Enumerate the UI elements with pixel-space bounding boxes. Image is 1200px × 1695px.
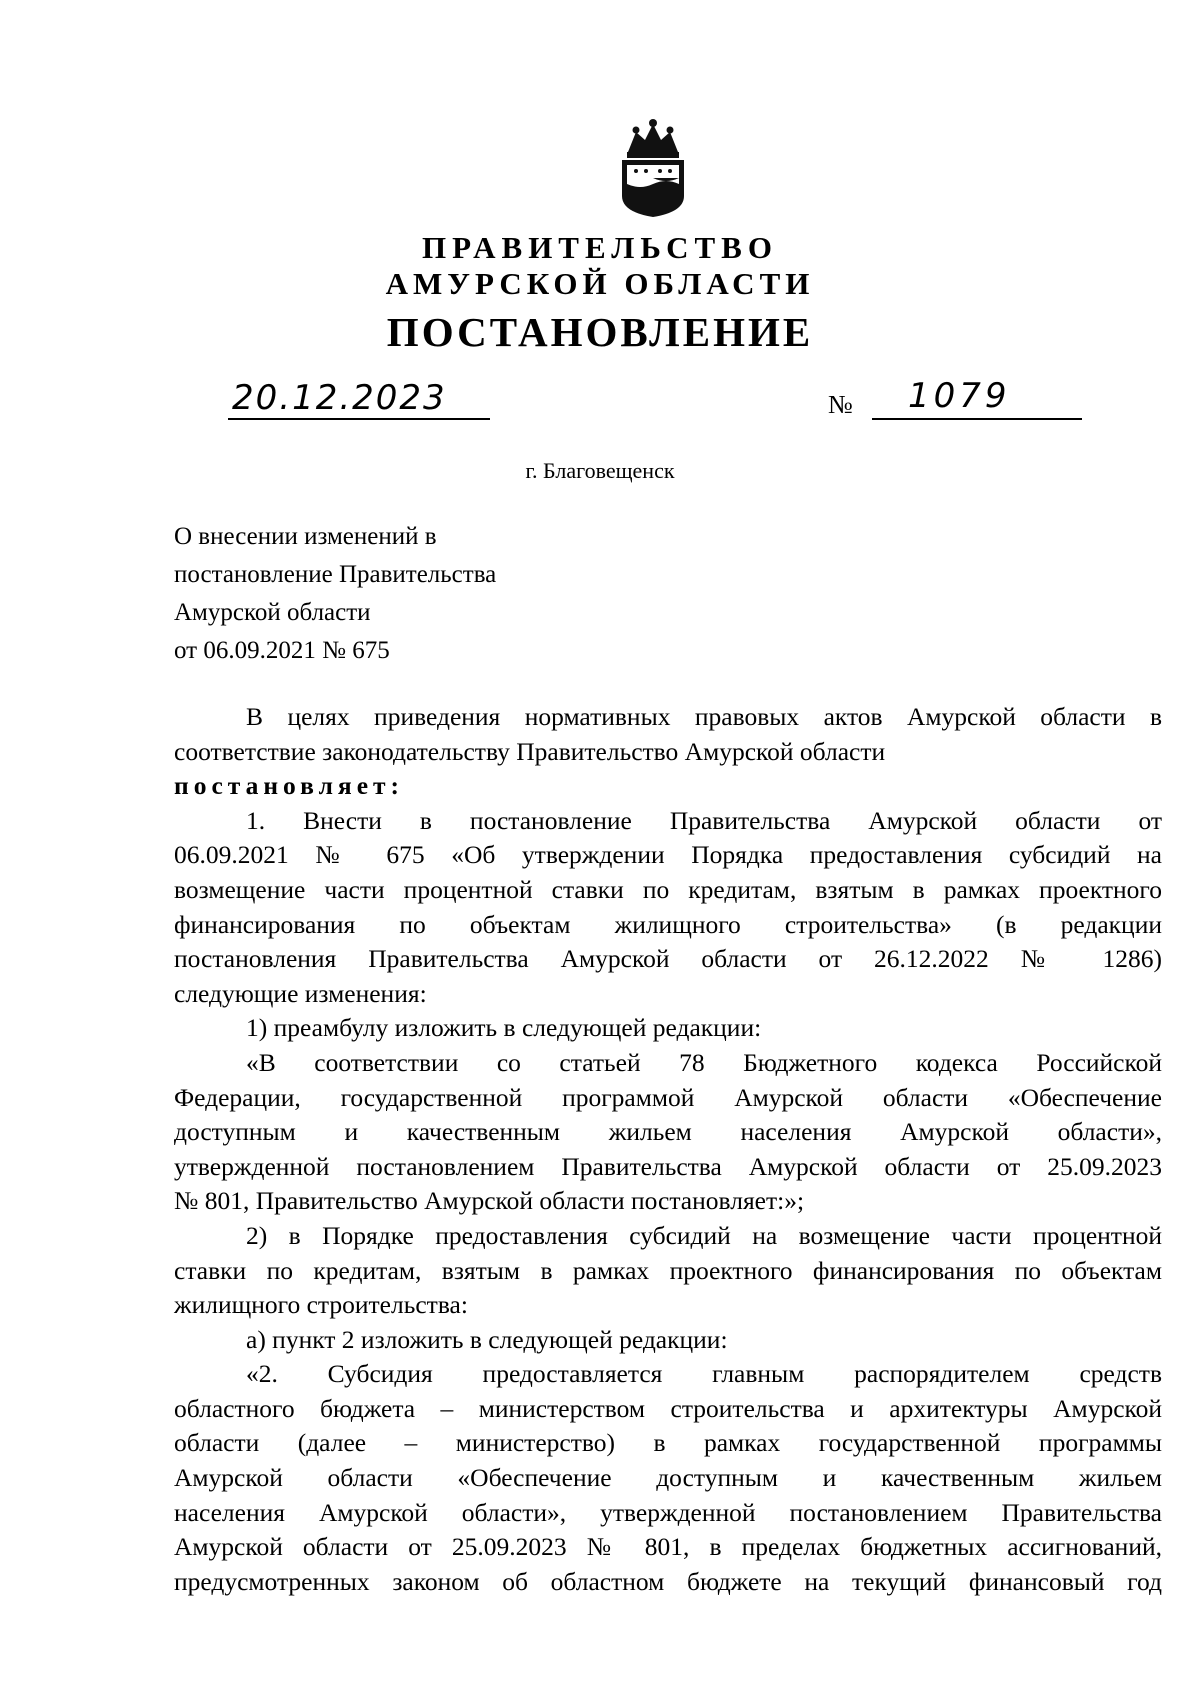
item1-line: 1. Внести в постановление Правительства Амурской области от	[246, 805, 1162, 835]
sub2-line: жилищного строительства:	[174, 1290, 468, 1320]
city: г. Благовещенск	[525, 458, 675, 483]
item1-line: финансирования по объектам жилищного строительства» (в редакции	[174, 909, 1162, 939]
sub1-line: 1) преамбулу изложить в следующей редакции:	[246, 1013, 762, 1043]
document-number: 1079	[908, 376, 1011, 416]
quote2-line: областного бюджета – министерством строительства и архитектуры Амурской	[174, 1393, 1162, 1423]
quote2-line: Амурской области «Обеспечение доступным и качественным жильем	[174, 1463, 1162, 1493]
quote2-line: области (далее – министерство) в рамках государственной программы	[174, 1428, 1162, 1458]
document-body	[174, 700, 1162, 1599]
preamble-line: соответствие законодательству Правительство Амурской области	[174, 736, 886, 766]
quote1-line: «В соответствии со статьей 78 Бюджетного кодекса Российской	[246, 1047, 1162, 1077]
subject-line: постановление Правительства	[174, 561, 497, 588]
number-label: №	[828, 390, 853, 419]
item1-line: 06.09.2021 № 675 «Об утверждении Порядка предоставления субсидий на	[174, 840, 1162, 870]
subject-line: О внесении изменений в	[174, 523, 437, 550]
sub2-line: ставки по кредитам, взятым в рамках проектного финансирования по объектам	[174, 1255, 1162, 1285]
quote2-line: Амурской области от 25.09.2023 № 801, в пределах бюджетных ассигнований,	[174, 1532, 1162, 1562]
org-name-line1: ПРАВИТЕЛЬСТВО	[422, 230, 778, 265]
document-subject	[174, 518, 496, 670]
item1-line: следующие изменения:	[174, 978, 427, 1008]
quote2-line: предусмотренных законом об областном бюджете на текущий финансовый год	[174, 1566, 1162, 1596]
document-date: 20.12.2023	[232, 378, 447, 418]
subject-line: Амурской области	[174, 599, 371, 626]
item1-line: постановления Правительства Амурской области от 26.12.2022 № 1286)	[174, 944, 1162, 974]
number-underline	[872, 418, 1082, 420]
date-underline	[228, 418, 490, 420]
sub2-line: 2) в Порядке предоставления субсидий на возмещение части процентной	[246, 1220, 1162, 1250]
document-type: ПОСТАНОВЛЕНИЕ	[386, 309, 814, 355]
quote1-line: Федерации, государственной программой Амурской области «Обеспечение	[174, 1082, 1162, 1112]
quote1-line: утвержденной постановлением Правительства Амурской области от 25.09.2023	[174, 1151, 1162, 1181]
quote1-line: № 801, Правительство Амурской области постановляет:»;	[174, 1186, 805, 1216]
org-name-line2: АМУРСКОЙ ОБЛАСТИ	[385, 266, 815, 301]
sub2a-line: а) пункт 2 изложить в следующей редакции:	[246, 1324, 728, 1354]
quote1-line: доступным и качественным жильем населения Амурской области»,	[174, 1117, 1162, 1147]
quote2-line: «2. Субсидия предоставляется главным распорядителем средств	[246, 1359, 1162, 1389]
item1-line: возмещение части процентной ставки по кредитам, взятым в рамках проектного	[174, 874, 1162, 904]
decree-word: постановляет:	[174, 771, 405, 801]
coat-of-arms-icon	[614, 118, 692, 218]
preamble-line: В целях приведения нормативных правовых актов Амурской области в	[246, 702, 1162, 731]
quote2-line: населения Амурской области», утвержденной постановлением Правительства	[174, 1497, 1162, 1527]
subject-line: от 06.09.2021 № 675	[174, 637, 390, 664]
